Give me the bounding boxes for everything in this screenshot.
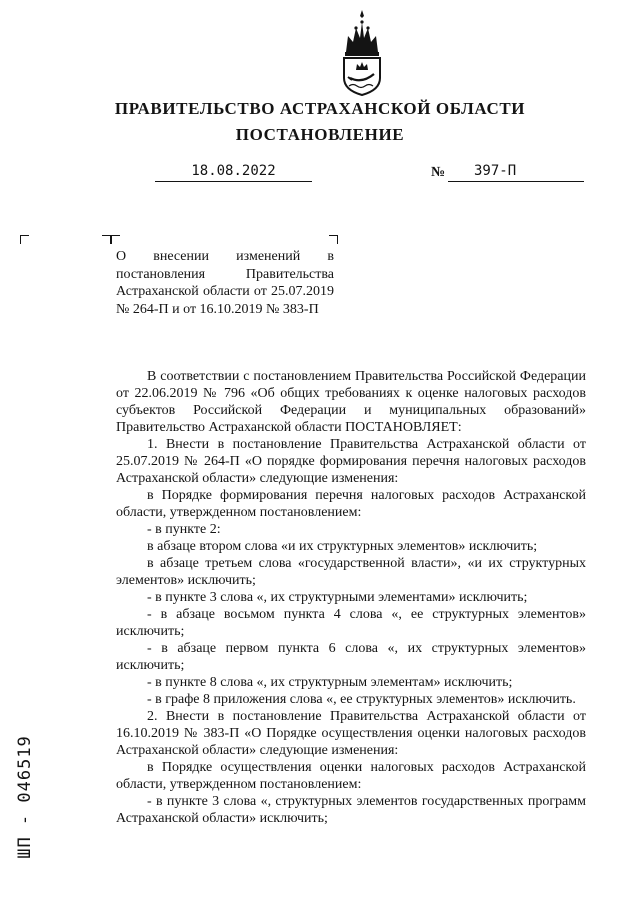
body-paragraph: - в графе 8 приложения слова «, ее структурных элементов» исключить. (147, 692, 576, 707)
body-paragraph: 2. Внести в постановление Правительства Астраханской области от 16.10.2019 № 383-П «О Порядке осуществления оценки налоговых расходов Астраханской области» следующие изменения: (116, 709, 586, 758)
serial-number-stamp (15, 722, 35, 872)
body-paragraph: в Порядке формирования перечня налоговых расходов Астраханской области, утвержденном постановлением: (116, 488, 586, 520)
left-margin-corner-mark (20, 235, 29, 244)
body-paragraph: - в абзаце восьмом пункта 4 слова «, ее структурных элементов» исключить; (116, 607, 586, 639)
body-paragraph: - в абзаце первом пункта 6 слова «, их структурных элементов» исключить; (116, 641, 586, 673)
subject-left-corner-mark-a (102, 235, 111, 244)
body-paragraph: - в пункте 8 слова «, их структурным элементам» исключить; (147, 675, 513, 690)
body-paragraph: В соответствии с постановлением Правительства Российской Федерации от 22.06.2019 № 796 «Об общих требованиях к оценке налоговых расходов субъектов Российской Федерации и муниципальных образований» Правительство Астраханской области ПОСТАНОВЛЯЕТ: (116, 369, 586, 435)
document-date: 18.08.2022 (155, 161, 312, 182)
document-subject: О внесении изменений в постановления Правительства Астраханской области от 25.07.2019 № 264-П и от 16.10.2019 № 383-П (116, 249, 334, 317)
subject-left-corner-mark-b (111, 235, 120, 244)
government-title: ПРАВИТЕЛЬСТВО АСТРАХАНСКОЙ ОБЛАСТИ (114, 99, 526, 118)
serial-number-text: ШП - 046519 (15, 735, 35, 859)
subject-right-corner-mark (329, 235, 338, 244)
body-paragraph: - в пункте 2: (147, 522, 221, 537)
number-sign: № (431, 165, 446, 180)
document-number: 397-П (474, 163, 517, 179)
document-number-field (448, 161, 584, 182)
body-paragraph: в абзаце втором слова «и их структурных элементов» исключить; (147, 539, 538, 554)
body-paragraph: в абзаце третьем слова «государственной власти», «и их структурных элементов» исключить; (116, 556, 586, 588)
document-type: ПОСТАНОВЛЕНИЕ (235, 125, 405, 144)
document-body (116, 368, 586, 827)
body-paragraph: 1. Внести в постановление Правительства Астраханской области от 25.07.2019 № 264-П «О порядке формирования перечня налоговых расходов Астраханской области» следующие изменения: (116, 437, 586, 486)
coat-of-arms-icon (336, 8, 388, 96)
body-paragraph: - в пункте 3 слова «, структурных элементов государственных программ Астраханской области» исключить; (116, 794, 586, 826)
body-paragraph: - в пункте 3 слова «, их структурными элементами» исключить; (147, 590, 528, 605)
body-paragraph: в Порядке осуществления оценки налоговых расходов Астраханской области, утвержденном постановлением: (116, 760, 586, 792)
